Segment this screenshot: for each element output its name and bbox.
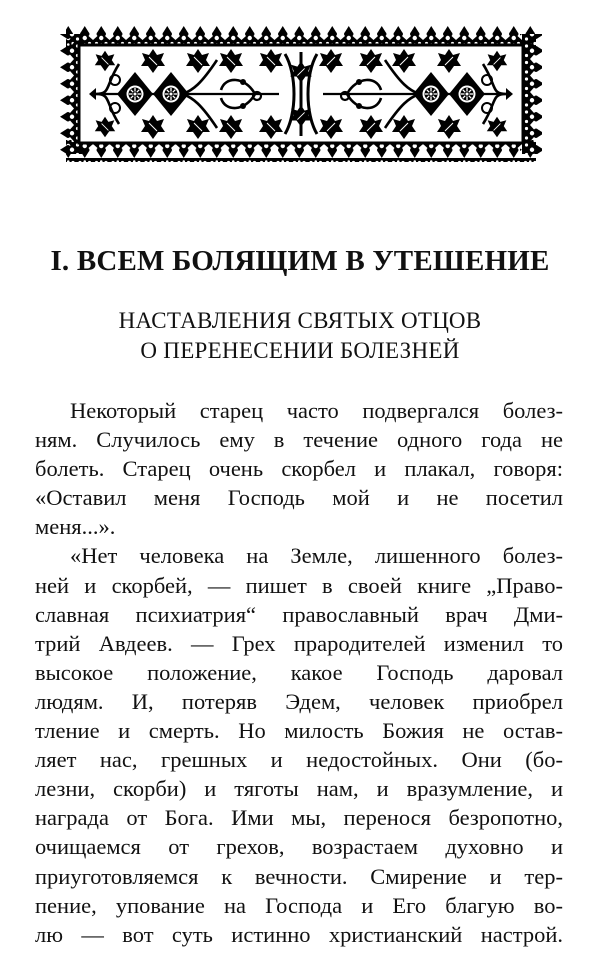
chapter-subtitle — [0, 306, 600, 366]
text-line: высокое положение, какое Господь даровал — [35, 659, 563, 685]
text-line: ляет нас, грешных и недостойных. Они (бо- — [35, 747, 563, 773]
subtitle-line: О ПЕРЕНЕСЕНИИ БОЛЕЗНЕЙ — [140, 338, 460, 363]
text-line: награда от Бога. Ими мы, перенося безропотно, — [35, 805, 563, 831]
text-line: «Оставил меня Господь мой и не посетил — [35, 485, 563, 511]
text-line: Некоторый старец часто подвергался болез- — [70, 398, 563, 423]
paragraph-1 — [35, 396, 563, 541]
text-line: приуготовляемся к вечности. Смирение и тер- — [35, 863, 563, 889]
decorative-headpiece-ornament — [60, 26, 542, 162]
text-line: болеть. Старец очень скорбел и плакал, говоря: — [35, 456, 563, 482]
text-line: лезни, скорби) и тяготы нам, и вразумление, и — [35, 776, 563, 802]
text-line: ням. Случилось ему в течение одного года не — [35, 427, 563, 453]
chapter-title: I. ВСЕМ БОЛЯЩИМ В УТЕШЕНИЕ — [50, 245, 550, 277]
body-text — [35, 396, 563, 949]
subtitle-line: НАСТАВЛЕНИЯ СВЯТЫХ ОТЦОВ — [118, 308, 482, 333]
text-line: «Нет человека на Земле, лишенного болез- — [70, 543, 563, 569]
text-line: трий Авдеев. — Грех прародителей изменил то — [35, 630, 563, 656]
text-line: меня...». — [35, 514, 116, 540]
text-line: славная психиатрия“ православный врач Дми- — [35, 601, 563, 627]
text-line: ней и скорбей, — пишет в своей книге „Право- — [35, 572, 563, 598]
text-line: тление и смерть. Но милость Божия не остав- — [35, 718, 563, 744]
text-line: людям. И, потеряв Эдем, человек приобрел — [35, 688, 563, 714]
text-line: пение, упование на Господа и Его благую во- — [35, 892, 563, 918]
paragraph-2 — [35, 541, 563, 948]
text-line: очищаемся от грехов, возрастаем духовно и — [35, 834, 563, 860]
text-line: лю — вот суть истинно христианский настрой. — [35, 921, 563, 947]
